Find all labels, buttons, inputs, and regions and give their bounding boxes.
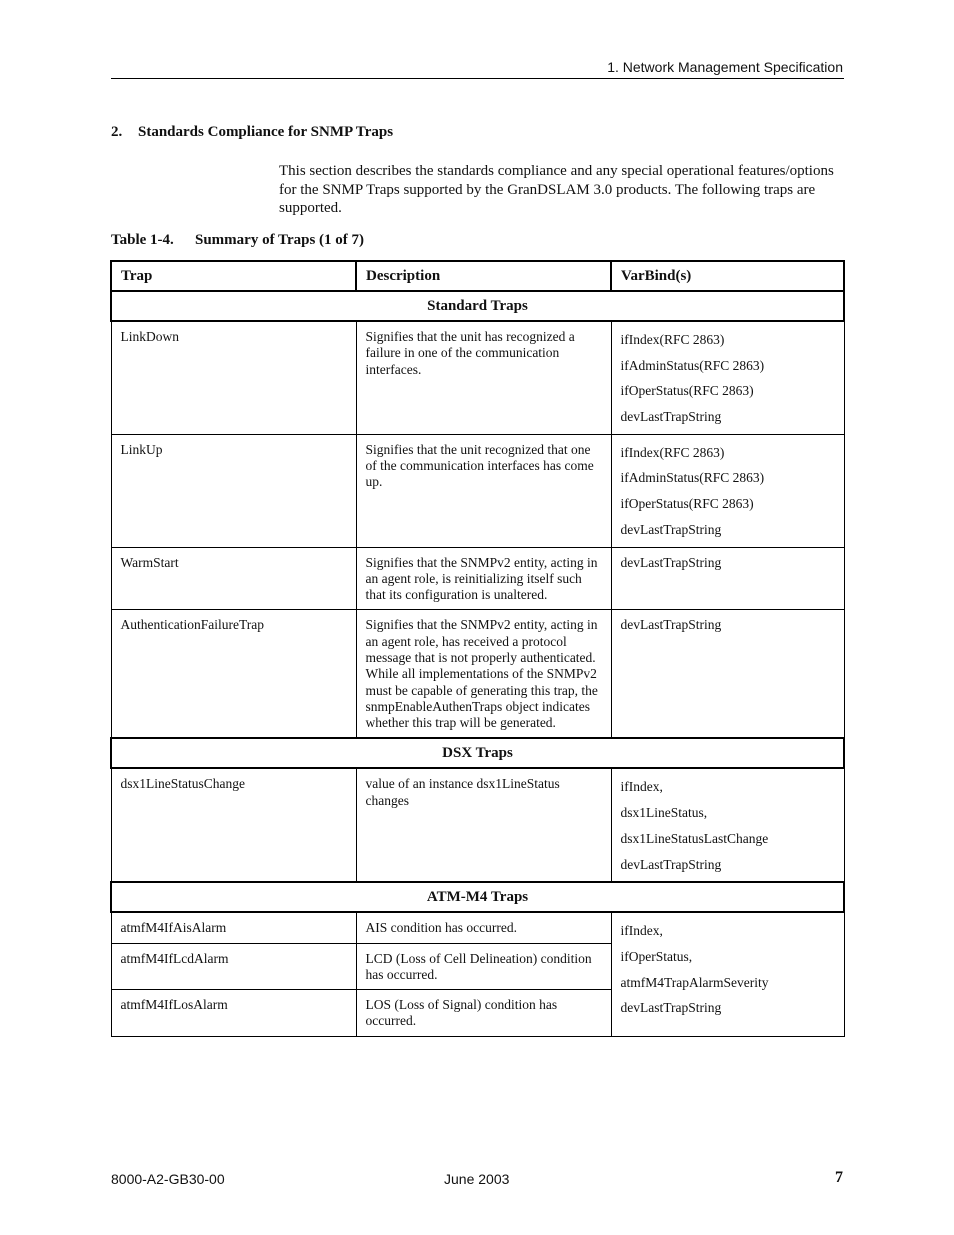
trap-varbinds <box>611 547 844 610</box>
trap-description: value of an instance dsx1LineStatus changes <box>356 768 611 882</box>
table-row <box>111 321 844 434</box>
section-number: 2. <box>111 124 123 140</box>
trap-varbinds <box>611 768 844 882</box>
group-row-standard-traps <box>111 291 844 321</box>
trap-name: WarmStart <box>111 547 356 610</box>
table-row <box>111 610 844 739</box>
trap-varbinds <box>611 610 844 739</box>
table-row <box>111 768 844 882</box>
table-caption-label: Table 1-4. <box>111 232 174 248</box>
trap-description: Signifies that the unit has recognized a failure in one of the communication interfaces. <box>356 321 611 434</box>
column-header-trap: Trap <box>111 261 356 291</box>
column-header-description: Description <box>356 261 611 291</box>
trap-description: AIS condition has occurred. <box>356 912 611 943</box>
table-row <box>111 547 844 610</box>
shared-trap-varbinds <box>611 912 844 1036</box>
group-title: Standard Traps <box>111 291 844 321</box>
trap-name: LinkDown <box>111 321 356 434</box>
varbind: ifAdminStatus(RFC 2863) <box>620 470 765 486</box>
group-row-dsx-traps <box>111 738 844 768</box>
varbind: ifOperStatus, <box>620 948 693 964</box>
intro-paragraph: This section describes the standards compliance and any special operational features/options for the SNMP Traps supported by the GranDSLAM 3.0 products. The following traps are supported. <box>279 163 834 216</box>
group-title: ATM-M4 Traps <box>111 882 844 912</box>
trap-description: LOS (Loss of Signal) condition has occurred. <box>356 990 611 1037</box>
trap-name: AuthenticationFailureTrap <box>111 610 356 739</box>
group-row-atm-m4-traps <box>111 882 844 912</box>
table-caption-title: Summary of Traps (1 of 7) <box>195 232 365 248</box>
varbind: dsx1LineStatus, <box>620 805 708 821</box>
footer-document-code: 8000-A2-GB30-00 <box>111 1171 225 1187</box>
varbind: ifIndex(RFC 2863) <box>620 444 725 460</box>
varbind: devLastTrapString <box>620 617 722 633</box>
table-header-row <box>111 261 844 291</box>
column-header-varbinds: VarBind(s) <box>611 261 844 291</box>
varbind: devLastTrapString <box>620 409 722 425</box>
running-header: 1. Network Management Specification <box>607 59 843 75</box>
trap-description: Signifies that the SNMPv2 entity, acting in an agent role, is reinitializing itself such that its configuration is unaltered. <box>356 547 611 610</box>
page-number: 7 <box>835 1169 843 1186</box>
varbind: ifOperStatus(RFC 2863) <box>620 383 754 399</box>
group-title: DSX Traps <box>111 738 844 768</box>
table-row <box>111 434 844 547</box>
trap-name: atmfM4IfLosAlarm <box>111 990 356 1037</box>
table-caption <box>111 232 364 249</box>
trap-name: atmfM4IfLcdAlarm <box>111 943 356 990</box>
varbind: ifIndex(RFC 2863) <box>620 332 725 347</box>
varbind: ifOperStatus(RFC 2863) <box>620 496 754 512</box>
traps-table <box>110 260 845 1037</box>
footer-date: June 2003 <box>444 1171 510 1187</box>
table-row <box>111 912 844 943</box>
section-title: Standards Compliance for SNMP Traps <box>138 124 394 140</box>
varbind: devLastTrapString <box>620 1000 722 1016</box>
trap-name: dsx1LineStatusChange <box>111 768 356 882</box>
trap-varbinds <box>611 321 844 434</box>
trap-varbinds <box>611 434 844 547</box>
varbind: devLastTrapString <box>620 856 722 872</box>
varbind: devLastTrapString <box>620 521 722 537</box>
varbind: dsx1LineStatusLastChange <box>620 830 769 846</box>
header-rule <box>111 78 844 79</box>
varbind: ifAdminStatus(RFC 2863) <box>620 357 765 373</box>
trap-description: Signifies that the SNMPv2 entity, acting in an agent role, has received a protocol message that is not properly authenticated. While all implementations of the SNMPv2 must be capable of generating this trap, the snmpEnableAuthenTraps object indicates whether this trap will be generated. <box>356 610 611 739</box>
varbind: atmfM4TrapAlarmSeverity <box>620 974 769 990</box>
varbind: ifIndex, <box>620 923 663 939</box>
varbind: ifIndex, <box>620 779 663 795</box>
varbind: devLastTrapString <box>620 554 722 570</box>
trap-name: LinkUp <box>111 434 356 547</box>
section-heading <box>111 124 393 141</box>
trap-name: atmfM4IfAisAlarm <box>111 912 356 943</box>
trap-description: Signifies that the unit recognized that one of the communication interfaces has come up. <box>356 434 611 547</box>
trap-description: LCD (Loss of Cell Delineation) condition has occurred. <box>356 943 611 990</box>
